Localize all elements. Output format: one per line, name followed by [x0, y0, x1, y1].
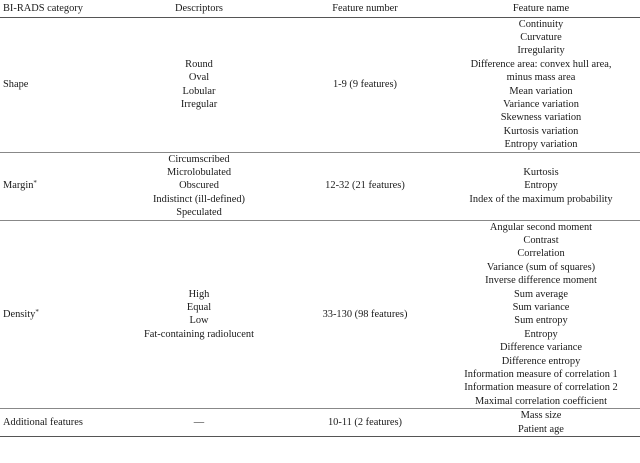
feature-name-item: Kurtosis variation — [503, 125, 579, 137]
category-marker: * — [33, 179, 37, 188]
descriptor-item: Speculated — [176, 207, 222, 219]
descriptors-cell — [110, 17, 288, 152]
category-label: Shape — [3, 78, 29, 90]
descriptor-item: — — [193, 416, 205, 428]
category-cell — [0, 152, 110, 220]
feature-name-item: Sum variance — [512, 302, 570, 314]
descriptors-cell — [110, 152, 288, 220]
feature-name-item: minus mass area — [506, 72, 576, 84]
descriptor-item: Fat-containing radiolucent — [144, 328, 254, 340]
header-feature-name: Feature name — [442, 0, 640, 17]
feature-name-item: Patient age — [518, 423, 564, 435]
feature-name-item: Kurtosis — [523, 166, 559, 178]
feature-name-cell — [442, 409, 640, 437]
feature-name-item: Curvature — [520, 31, 562, 43]
feature-name-item: Mass size — [520, 410, 562, 422]
feature-name-item: Contrast — [523, 235, 559, 246]
feature-name-item: Sum entropy — [514, 315, 568, 327]
table-row — [0, 152, 640, 220]
feature-name-item: Sum average — [514, 288, 568, 300]
descriptor-item: Indistinct (ill-defined) — [152, 193, 246, 205]
descriptor-item: Lobular — [182, 85, 216, 97]
category-marker: * — [35, 307, 39, 316]
header-feature-number: Feature number — [288, 0, 442, 17]
descriptor-item: Circumscribed — [168, 153, 230, 165]
descriptor-item: High — [188, 288, 210, 300]
feature-name-item: Skewness variation — [500, 112, 582, 124]
category-label: Additional features — [3, 416, 83, 428]
descriptors-cell — [110, 220, 288, 409]
feature-number-cell: 12-32 (21 features) — [288, 152, 442, 220]
descriptor-item: Obscured — [179, 180, 219, 192]
feature-name-item: Variance (sum of squares) — [486, 261, 596, 273]
feature-number-cell: 33-130 (98 features) — [288, 220, 442, 409]
feature-name-item: Entropy — [524, 180, 558, 192]
feature-name-item: Difference variance — [499, 342, 582, 354]
feature-name-item: Difference entropy — [501, 355, 581, 367]
feature-number-cell: 10-11 (2 features) — [288, 409, 442, 437]
feature-name-item: Mean variation — [509, 85, 573, 97]
feature-number-cell: 1-9 (9 features) — [288, 17, 442, 152]
category-cell — [0, 220, 110, 409]
feature-name-item: Information measure of correlation 1 — [464, 369, 618, 381]
feature-name-item: Index of the maximum probability — [469, 193, 613, 205]
feature-name-item: Difference area: convex hull area, — [470, 58, 612, 70]
category-label: Density — [3, 308, 36, 320]
feature-name-item: Inverse difference moment — [485, 275, 597, 287]
category-cell — [0, 409, 110, 437]
table-row — [0, 409, 640, 437]
feature-name-item: Correlation — [517, 248, 565, 260]
descriptor-item: Round — [185, 58, 213, 70]
descriptor-item: Oval — [188, 72, 210, 84]
feature-name-item: Information measure of correlation 2 — [464, 382, 618, 394]
feature-name-item: Entropy — [524, 328, 558, 340]
table-row — [0, 17, 640, 152]
feature-name-cell — [442, 220, 640, 409]
descriptors-cell — [110, 409, 288, 437]
descriptor-item: Irregular — [180, 98, 218, 110]
header-descriptors: Descriptors — [110, 0, 288, 17]
header-row — [0, 0, 640, 17]
feature-name-item: Variance variation — [503, 98, 579, 110]
descriptor-item: Low — [189, 315, 209, 327]
feature-name-item: Irregularity — [517, 45, 565, 57]
header-category: BI-RADS category — [0, 0, 110, 17]
descriptor-item: Microlobulated — [166, 166, 232, 178]
table-row — [0, 220, 640, 409]
feature-name-cell — [442, 17, 640, 152]
feature-name-item: Angular second moment — [489, 221, 593, 233]
category-label: Margin — [3, 180, 34, 192]
descriptor-item: Equal — [186, 302, 212, 314]
feature-name-cell — [442, 152, 640, 220]
feature-name-item: Entropy variation — [504, 139, 578, 151]
feature-name-item: Continuity — [518, 18, 564, 30]
category-cell — [0, 17, 110, 152]
table-header — [0, 0, 640, 17]
feature-name-item: Maximal correlation coefficient — [475, 395, 607, 407]
